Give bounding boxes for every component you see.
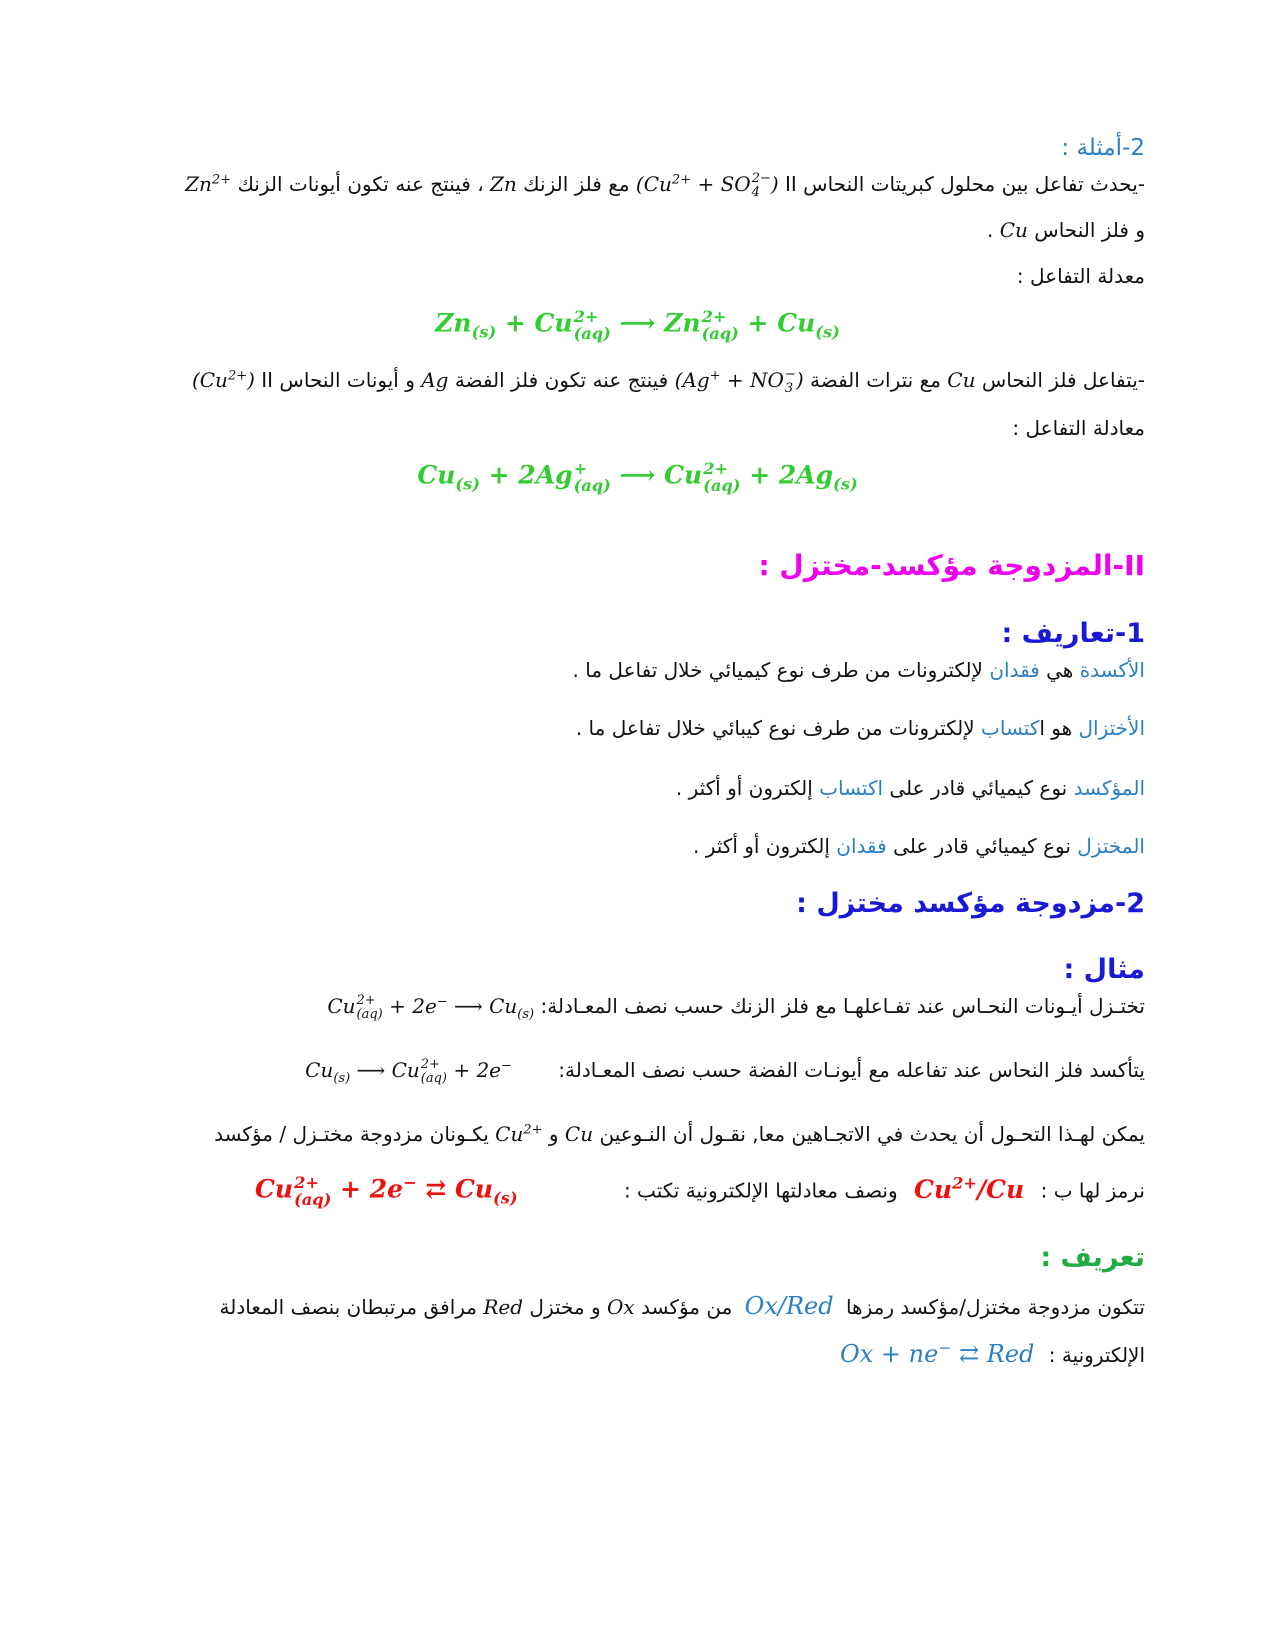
definition-2-line-1 [220,1292,1145,1321]
example-2-mid: مع نترات الفضة [810,368,941,392]
definition-2-title [1040,1244,1145,1272]
example-notation-line [255,1174,1145,1208]
ox-symbol: Ox [607,1295,635,1319]
definition-keyword: اكتساب [819,776,884,800]
red-symbol: Red [483,1295,524,1319]
half-equation-reduction: Cu 2+ (aq) + 2e− ⟶ $Cu_{(s)}$ [327,992,535,1022]
equation-label-1-text: معدلة التفاعل : [1016,264,1145,288]
equation-cu-ag: $Cu_{(s)} + 2Ag$ + (aq) ⟶ Cu 2+ (aq) + $2Ag_{(s)}$ [417,459,858,496]
equation-label-2-text: معادلة التفاعل : [1012,416,1145,440]
definition-text: هو ا [1039,716,1073,740]
section-ii-title-text: II-المزدوجة مؤكسد-مختزل : [758,549,1145,582]
definition-2-line2-text: الإلكترونية : [1048,1343,1145,1367]
example-1-dot: . [987,218,994,242]
example-couple-line [214,1120,1145,1148]
couple-symbol-cu: $Cu^{2+}/Cu$ [914,1173,1025,1204]
ag-symbol: Ag [421,368,449,392]
redox-couple-title-text: 2-مزدوجة مؤكسد مختزل : [796,888,1145,919]
definition-term: المؤكسد [1073,776,1145,800]
example-1-end: ، فينتج عنه تكون أيونات الزنك [237,172,484,196]
definition-text: نوع كيميائي قادر على [893,834,1071,858]
zn-ion-formula: $Zn^{2+}$ [185,172,232,196]
cu2-ion: $Cu^{2+}$ [495,1122,543,1146]
definition-rest: لإلكترونات من طرف نوع كيبائي خلال تفاعل ما . [575,716,975,740]
definition-term: المختزل [1077,834,1145,858]
examples-title [1061,134,1145,162]
example-oxidation-text: يتأكسد فلز النحاس عند تفاعله مع أيونـات الفضة حسب نصف المعـادلة: [558,1058,1145,1082]
definition-2-text-a: تتكون مزدوجة مختزل/مؤكسد رمزها [845,1295,1145,1319]
definition-term: الأختزال [1078,716,1145,740]
definition-rest: إلكترون أو أكثر . [675,776,813,800]
general-half-equation: Ox + ne− ⇄ Red [840,1339,1035,1368]
definition-oxidant [676,774,1145,802]
definition-term: الأكسدة [1079,658,1145,682]
example-1-text: -يحدث تفاعل بين محلول كبريتات النحاس II [785,172,1145,196]
cu-ion-formula: $(Cu^{2+})$ [191,368,255,392]
example-2-text: -يتفاعل فلز النحاس [981,368,1145,392]
half-equation-oxidation: $Cu_{(s)}$ ⟶ Cu 2+ (aq) + 2e− [305,1056,512,1086]
half-equation-cu-couple: Cu 2+ (aq) + 2e− ⇄ $Cu_{(s)}$ [254,1173,518,1210]
definition-rest: إلكترون أو أكثر . [693,834,830,858]
definition-keyword: كتساب [981,716,1040,740]
example-1-line-2 [987,216,1145,244]
notation-text-b: ونصف معادلتها الإلكترونية تكتب : [623,1178,898,1203]
example-reduction-line [327,992,1145,1021]
definition-2-and: و مختزل [529,1295,601,1319]
zn-symbol: Zn [490,172,517,196]
equation-zn-cu: $Zn_{(s)} + Cu$ 2+ (aq) ⟶ Zn 2+ (aq) + $Cu_{(s)}$ [435,307,840,344]
cu-symbol: Cu [999,218,1028,242]
example-2-end: و أيونات النحاس II [261,368,415,392]
definition-text: نوع كيميائي قادر على [889,776,1068,800]
example-oxidation-line [305,1056,1145,1085]
example-title [1063,956,1145,984]
conjunction: و [548,1122,559,1146]
equation-label-1 [1017,262,1145,290]
definition-rest: لإلكترونات من طرف نوع كيميائي خلال تفاعل ما . [572,658,983,682]
definition-keyword: فقدان [836,834,887,858]
example-couple-text-b: يكـونان مزدوجة مختـزل / مؤكسد [214,1122,489,1146]
cuso4-formula: ($Cu^{2+}$ + SO 2− 4 ) [635,170,779,200]
definition-2-line-2 [840,1340,1145,1369]
equation-label-2 [1012,414,1145,442]
definitions-title-text: 1-تعاريف : [1001,618,1145,649]
examples-title-text: 2-أمثلة : [1061,135,1145,161]
definition-text: هي [1046,658,1074,682]
example-1-line2-text: و فلز النحاس [1034,218,1145,242]
cu-symbol-2: Cu [947,368,976,392]
section-ii-title [758,549,1145,582]
cu-symbol-3: Cu [564,1122,594,1146]
example-1-mid: مع فلز الزنك [523,172,630,196]
example-title-text: مثال : [1063,954,1145,985]
definition-reductant [693,832,1145,860]
example-2-line-1 [192,366,1145,395]
definition-oxidation [573,656,1145,684]
ox-red-symbol: Ox/Red [744,1292,834,1320]
definition-2-text-b: من مؤكسد [641,1295,733,1319]
example-1-line-1 [185,170,1145,199]
definition-2-title-text: تعريف : [1040,1242,1145,1273]
agno3-formula: (Ag+ + NO − 3 ) [674,366,804,396]
example-2-mid2: فينتج عنه تكون فلز الفضة [454,368,669,392]
definition-2-text-c: مرافق مرتبطان بنصف المعادلة [219,1295,477,1319]
example-reduction-text: تختـزل أيـونات النحـاس عند تفـاعلهـا مع فلز الزنك حسب نصف المعـادلة: [540,994,1145,1018]
notation-text-a: نرمز لها ب : [1040,1178,1145,1203]
redox-couple-title [796,890,1145,918]
definition-keyword: فقدان [989,658,1040,682]
definitions-title [1001,620,1145,648]
example-couple-text-a: يمكن لهـذا التحـول أن يحدث في الاتجـاهين معا, نقـول أن النـوعين [599,1122,1145,1146]
definition-reduction [576,714,1145,742]
